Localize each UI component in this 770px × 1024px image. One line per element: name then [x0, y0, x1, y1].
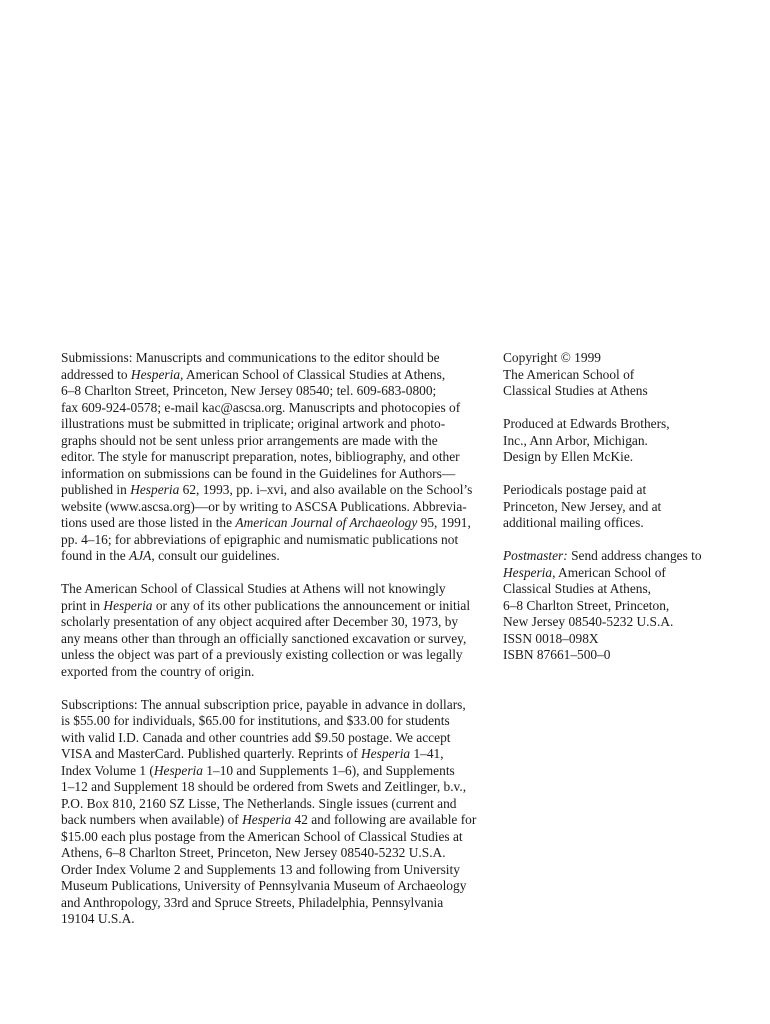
text-line [61, 812, 481, 829]
text-line [61, 383, 481, 400]
acquisition-policy-paragraph [61, 581, 481, 680]
subscriptions-paragraph [61, 697, 481, 928]
text-line [61, 548, 481, 565]
text-line [503, 631, 723, 648]
text-line [61, 367, 481, 384]
text-line [61, 400, 481, 417]
text-line [61, 449, 481, 466]
text-run: 1–10 and Supplements 1–6), and Supplements [202, 762, 455, 778]
text-run: Athens, 6–8 Charlton Street, Princeton, New Jersey 08540-5232 U.S.A. [61, 845, 446, 860]
text-line [61, 796, 481, 813]
text-line [61, 878, 481, 895]
text-line [61, 350, 481, 367]
text-line [503, 647, 723, 664]
text-run: Periodicals postage paid at [503, 482, 647, 497]
text-run: any means other than through an officially sanctioned excavation or survey, [61, 630, 467, 646]
text-line [61, 416, 481, 433]
text-run: Classical Studies at Athens [503, 383, 648, 398]
text-run: print in [61, 597, 104, 613]
text-run: 95, 1991, [417, 515, 471, 530]
right-column [503, 350, 723, 680]
italic-text-run: Postmaster: [503, 548, 568, 563]
text-line [61, 730, 481, 747]
text-run: Inc., Ann Arbor, Michigan. [503, 432, 648, 448]
text-run: unless the object was part of a previously existing collection or was legally [61, 647, 463, 662]
italic-text-run: AJA [129, 548, 152, 563]
text-run: P.O. Box 810, 2160 SZ Lisse, The Netherlands. Single issues (current and [61, 795, 457, 811]
postage-block [503, 482, 723, 532]
text-line [503, 350, 723, 367]
text-run: Design by Ellen McKie. [503, 449, 634, 464]
copyright-block [503, 350, 723, 400]
text-run: pp. 4–16; for abbreviations of epigraphic and numismatic publications not [61, 531, 459, 547]
text-run: additional mailing offices. [503, 515, 644, 530]
text-line [503, 565, 723, 582]
text-run: ISBN 87661–500–0 [503, 647, 611, 662]
italic-text-run: Hesperia [103, 597, 153, 613]
text-line [61, 713, 481, 730]
text-line [61, 647, 481, 664]
text-run: and Anthropology, 33rd and Spruce Streets, Philadelphia, Pennsylvania [61, 894, 444, 910]
text-run: Submissions: Manuscripts and communications to the editor should be [61, 350, 440, 365]
text-run: , American School of [552, 564, 666, 580]
text-line [61, 763, 481, 780]
text-run: fax 609-924-0578; e-mail kac@ascsa.org. Manuscripts and photocopies of [61, 399, 461, 415]
text-run: scholarly presentation of any object acquired after December 30, 1973, by [61, 614, 459, 629]
text-run: addressed to [61, 366, 131, 382]
italic-text-run: Hesperia [130, 366, 181, 382]
text-run: Index Volume 1 ( [61, 762, 154, 778]
text-run: found in the [61, 548, 130, 563]
italic-text-run: American Journal of Archaeology [235, 515, 418, 530]
text-run: website (www.ascsa.org)—or by writing to ASCSA Publications. Abbrevia- [61, 498, 467, 514]
text-line [503, 433, 723, 450]
italic-text-run: Hesperia [361, 746, 411, 761]
text-run: 6–8 Charlton Street, Princeton, [503, 597, 670, 613]
text-line [503, 383, 723, 400]
text-line [503, 449, 723, 466]
text-run: Museum Publications, University of Pennsylvania Museum of Archaeology [61, 878, 467, 893]
text-run: Produced at Edwards Brothers, [503, 416, 670, 431]
italic-text-run: Hesperia [242, 812, 292, 827]
italic-text-run: Hesperia [130, 482, 180, 497]
text-line [61, 614, 481, 631]
text-run: exported from the country of origin. [61, 663, 255, 679]
text-line [61, 515, 481, 532]
text-line [61, 631, 481, 648]
text-run: 42 and following are available for [291, 812, 477, 827]
text-run: published in [61, 482, 131, 497]
text-run: The American School of Classical Studies at Athens will not knowingly [61, 581, 446, 596]
text-run: 6–8 Charlton Street, Princeton, New Jersey 08540; tel. 609-683-0800; [61, 383, 437, 398]
text-run: or any of its other publications the announcement or initial [152, 597, 471, 613]
text-run: tions used are those listed in the [61, 515, 236, 530]
text-line [61, 482, 481, 499]
text-run: $15.00 each plus postage from the American School of Classical Studies at [61, 828, 463, 844]
text-line [61, 862, 481, 879]
text-run: VISA and MasterCard. Published quarterly. Reprints of [61, 746, 362, 761]
text-run: , consult our guidelines. [151, 548, 280, 563]
text-run: Subscriptions: The annual subscription price, payable in advance in dollars, [61, 696, 466, 712]
text-line [61, 746, 481, 763]
text-run: New Jersey 08540-5232 U.S.A. [503, 614, 674, 629]
text-line [503, 482, 723, 499]
left-column [61, 350, 481, 944]
text-line [503, 548, 723, 565]
production-block [503, 416, 723, 466]
text-line [61, 664, 481, 681]
text-run: The American School of [503, 366, 635, 382]
text-line [503, 416, 723, 433]
text-run: editor. The style for manuscript preparation, notes, bibliography, and other [61, 449, 460, 464]
text-line [61, 581, 481, 598]
text-run: 62, 1993, pp. i–xvi, and also available on the School’s [179, 482, 473, 497]
text-line [61, 598, 481, 615]
text-line [61, 499, 481, 516]
text-run: 1–12 and Supplement 18 should be ordered from Swets and Zeitlinger, b.v., [61, 779, 467, 794]
text-line [61, 829, 481, 846]
italic-text-run: Hesperia [503, 564, 553, 580]
text-run: Send address changes to [567, 548, 702, 563]
text-line [61, 697, 481, 714]
text-line [503, 581, 723, 598]
text-line [61, 532, 481, 549]
text-run: information on submissions can be found in the Guidelines for Authors— [61, 465, 456, 481]
text-line [503, 367, 723, 384]
text-line [61, 911, 481, 928]
text-run: with valid I.D. Canada and other countries add $9.50 postage. We accept [61, 729, 451, 745]
text-run: Copyright © 1999 [503, 350, 601, 365]
text-line [61, 845, 481, 862]
postmaster-block [503, 548, 723, 664]
text-line [503, 598, 723, 615]
text-run: back numbers when available) of [61, 812, 243, 827]
text-run: Classical Studies at Athens, [503, 581, 652, 596]
text-run: illustrations must be submitted in triplicate; original artwork and photo- [61, 416, 446, 431]
italic-text-run: Hesperia [153, 762, 203, 778]
text-run: is $55.00 for individuals, $65.00 for institutions, and $33.00 for students [61, 713, 450, 728]
text-run: ISSN 0018–098X [503, 630, 599, 646]
text-line [503, 499, 723, 516]
submissions-paragraph [61, 350, 481, 565]
text-run: 1–41, [410, 746, 444, 761]
text-line [503, 614, 723, 631]
text-line [61, 779, 481, 796]
text-run: 19104 U.S.A. [61, 911, 135, 926]
text-line [61, 895, 481, 912]
text-run: , American School of Classical Studies at Athens, [180, 366, 446, 382]
text-line [61, 466, 481, 483]
text-run: Order Index Volume 2 and Supplements 13 and following from University [61, 861, 460, 877]
text-run: Princeton, New Jersey, and at [503, 498, 662, 514]
text-line [61, 433, 481, 450]
text-line [503, 515, 723, 532]
text-run: graphs should not be sent unless prior arrangements are made with the [61, 432, 438, 448]
